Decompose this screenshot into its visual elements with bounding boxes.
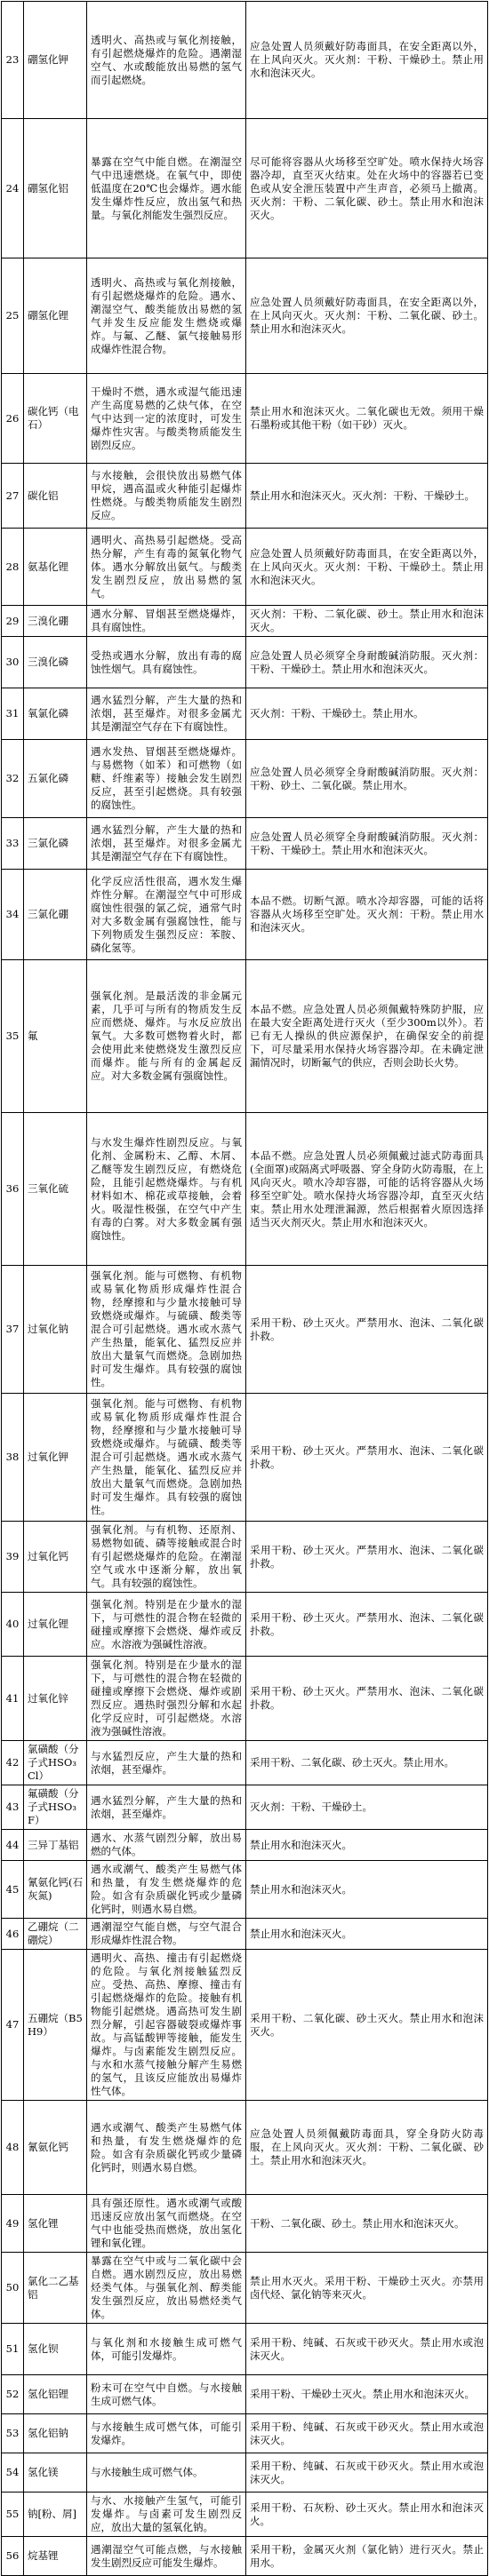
chemical-name: 氟 [24,960,87,1113]
table-row [2,1657,488,1741]
table-row [2,2537,488,2576]
firefighting-measure: 应急处置人员必须穿全身耐酸碱消防服。灭火剂：干粉、干燥砂土。禁止用水和泡沫灭火。 [246,637,488,688]
chemical-name: 硼氢化锂 [24,258,87,374]
row-number: 28 [2,529,24,606]
row-number: 25 [2,258,24,374]
table-row [2,606,488,637]
hazard-description: 粉末可在空气中自燃。与水接触生成可燃气体。 [87,2375,246,2414]
hazard-description: 遇明火、高热易引起燃烧。受高热分解，产生有毒的氮氧化物气体。遇水分解放出氨气。与酸类发生剧烈反应，放出易燃的氢气。 [87,529,246,606]
row-number: 44 [2,1830,24,1861]
hazard-description: 遇水猛烈分解，产生大量的热和浓烟，甚至爆炸。对很多金属尤其是潮湿空气存在下有腐蚀性。 [87,688,246,740]
chemical-name: 氢化铝钠 [24,2414,87,2453]
row-number: 55 [2,2493,24,2537]
chemical-name: 碳化铝 [24,464,87,529]
hazard-table-body [2,2,488,2576]
row-number: 45 [2,1861,24,1919]
row-number: 26 [2,374,24,464]
chemical-name: 过氧化钠 [24,1266,87,1394]
row-number: 24 [2,119,24,258]
table-row [2,529,488,606]
hazard-description: 与水发生爆炸性剧烈反应。与氧化剂、金属粉末、乙醇、木屑、乙醚等发生剧烈反应，有燃烧危险，且能引起燃烧爆炸。与有机材料如木、棉花或草接触，会着火。吸湿性极强，在空气中产生有毒的白雾。对大多数金属有强腐蚀性。 [87,1113,246,1266]
hazard-table [1,1,488,2576]
firefighting-measure: 采用干粉、砂土灭火。严禁用水、泡沫、二氧化碳扑救。 [246,1394,488,1522]
hazard-description: 强氧化剂。能与可燃物、有机物或易氧化物质形成爆炸性混合物，经摩擦和与少量水接触可导致燃烧或爆炸。与硫磺、酸类等混合可引起燃烧。遇水或水蒸气产生热量，能氧化、猛烈反应并放出大量氧气而燃烧。急剧加热时可发生爆炸。具有较强的腐蚀性。 [87,1394,246,1522]
firefighting-measure: 灭火剂：干粉、二氧化碳、砂土。禁止用水和泡沫灭火。 [246,606,488,637]
firefighting-measure: 采用干粉、纯碱、石灰或干砂灭火。禁止用水或泡沫灭火。 [246,2414,488,2453]
hazard-description: 与水猛烈反应，产生大量的热和浓烟，甚至爆炸。 [87,1741,246,1785]
row-number: 40 [2,1593,24,1657]
hazard-description: 强氧化剂。与有机物、还原剂、易燃物如硫、磷等接触或混合时有引起燃烧爆炸的危险。在潮湿空气或水中逐渐分解，放出氧气。具有较强的腐蚀性。 [87,1522,246,1593]
table-row [2,1394,488,1522]
chemical-name: 三溴化硼 [24,606,87,637]
firefighting-measure: 采用干粉、砂土灭火。严禁用水、泡沫、二氧化碳扑救。 [246,1593,488,1657]
table-row [2,2414,488,2453]
firefighting-measure: 采用干粉、砂土灭火。严禁用水、泡沫、二氧化碳扑救。 [246,1266,488,1394]
chemical-name: 氢化锂 [24,2195,87,2253]
firefighting-measure: 采用干粉、二氧化碳、砂土灭火。禁止用水。 [246,1741,488,1785]
table-row [2,637,488,688]
firefighting-measure: 采用干粉，金属灭火剂（氯化钠）进行灭火。禁止用水。 [246,2537,488,2576]
chemical-name: 氢化钡 [24,2324,87,2375]
chemical-name: 氯磺酸（分子式HSO₃Cl） [24,1741,87,1785]
hazard-description: 遇潮湿空气能自燃，与空气混合形成爆炸性混合物。 [87,1919,246,1950]
hazard-description: 化学反应活性很高，遇水发生爆炸性分解。在潮湿空气中可形成腐蚀性很强的氯乙烷，通常气时对大多数金属有强腐蚀性，能与下列物质发生强烈反应：苯胺、磷化氢等。 [87,870,246,960]
chemical-name: 硼氢化钾 [24,2,87,119]
chemical-name: 氨基化锂 [24,529,87,606]
firefighting-measure: 禁止用水和泡沫灭火。二氧化碳也无效。须用干燥石墨粉或其他干粉（如干砂）灭火。 [246,374,488,464]
hazard-description: 强氧化剂。特别是在少量水的湿下，与可燃性的混合物在轻微的碰撞或摩擦下会燃烧、爆炸或反应。水溶液为强碱性溶液。 [87,1593,246,1657]
hazard-description: 遇明火、高热、撞击有引起燃烧的危险。与氧化剂接触猛烈反应。受热、高热、摩擦、撞击有引起燃烧爆炸的危险。接触有机物能引起燃烧。遇高热可发生剧烈分解，引起容器破裂或爆炸事故。与高锰酸钾等接触，能发生爆炸。与卤素能发生剧烈反应。与水和水蒸气接触分解产生易燃的氢气，且该反应能放出易爆炸性气体。 [87,1950,246,2101]
hazard-description: 遇水分解、冒烟甚至燃烧爆炸，具有腐蚀性。 [87,606,246,637]
row-number: 36 [2,1113,24,1266]
chemical-name: 三溴化磷 [24,637,87,688]
firefighting-measure: 应急处置人员必须穿全身耐酸碱消防服。灭火剂：干粉、干燥砂土。禁止用水和泡沫灭火。 [246,818,488,870]
hazard-description: 具有强还原性。遇水或潮气或酸迅速反应放出氢气而燃烧。在空气中也能受热而燃烧，放出氢化锂和氧化锂。 [87,2195,246,2253]
table-row [2,2324,488,2375]
table-row [2,1950,488,2101]
firefighting-measure: 应急处置人员必须穿全身耐酸碱消防服。灭火剂：干粉、砂土、二氧化碳。禁止用水。 [246,740,488,818]
table-row [2,1919,488,1950]
chemical-name: 硼氢化铝 [24,119,87,258]
row-number: 56 [2,2537,24,2576]
table-row [2,2101,488,2195]
firefighting-measure: 采用干粉、石灰粉、砂土灭火。禁止用水和泡沫灭火。 [246,2493,488,2537]
firefighting-measure: 采用干粉、砂土灭火。严禁用水、泡沫、二氧化碳扑救。 [246,1522,488,1593]
hazard-description: 遇水发热、冒烟甚至燃烧爆炸。与易燃物（如苯）和可燃物（如糖、纤维素等）接触会发生剧烈反应，甚至引起燃烧。具有较强的腐蚀性。 [87,740,246,818]
firefighting-measure: 采用干粉、纯碱、石灰或干砂灭火。禁止用水或泡沫灭火。 [246,2453,488,2493]
hazard-description: 遇水、水蒸气剧烈分解，放出易燃的气体。 [87,1830,246,1861]
hazard-description: 与水接触，会很快放出易燃气体甲烷，遇高温或火种能引起爆炸性燃烧。与酸类物质能发生剧烈反应。 [87,464,246,529]
table-row [2,258,488,374]
row-number: 37 [2,1266,24,1394]
table-row [2,2493,488,2537]
table-row [2,1113,488,1266]
chemical-name: 过氧化锂 [24,1593,87,1657]
row-number: 35 [2,960,24,1113]
chemical-name: 钠[粉、屑] [24,2493,87,2537]
row-number: 51 [2,2324,24,2375]
row-number: 31 [2,688,24,740]
row-number: 34 [2,870,24,960]
hazard-description: 暴露在空气中能自燃。在潮湿空气中迅速燃烧。在氧气中，即使低温度在20℃也会爆炸。遇水能发生爆炸性反应，放出氢气和热量。与氧化剂能发生强烈反应。 [87,119,246,258]
row-number: 33 [2,818,24,870]
table-row [2,740,488,818]
chemical-name: 氰氨化钙(石灰氮) [24,1861,87,1919]
firefighting-measure: 禁止用水和泡沫灭火。 [246,1919,488,1950]
row-number: 39 [2,1522,24,1593]
hazard-description: 暴露在空气中或与二氧化碳中会自燃。遇水剧烈反应，放出易燃烃类气体。与强氧化剂、醇类能发生强烈反应，放出易燃烃类气体。 [87,2253,246,2324]
firefighting-measure: 采用干粉、纯碱、石灰或干砂灭火。禁止用水或泡沫灭火。 [246,2324,488,2375]
hazard-description: 与水接触生成可燃气体，可能引发爆炸。 [87,2414,246,2453]
firefighting-measure: 应急处置人员须戴好防毒面具，在安全距离以外，在上风向灭火。灭火剂：干粉、干燥砂土。禁止用水和泡沫灭火。 [246,529,488,606]
hazard-description: 透明火、高热或与氧化剂接触，有引起燃烧爆炸的危险。遇潮湿空气、水或酸能放出易燃的氢气而引起燃烧。 [87,2,246,119]
table-row [2,374,488,464]
firefighting-measure: 禁止用水和泡沫灭火。灭火剂：干粉、干燥砂土。 [246,464,488,529]
table-row [2,818,488,870]
table-row [2,1785,488,1830]
chemical-name: 氯化二乙基铝 [24,2253,87,2324]
hazard-description: 透明火、高热或与氧化剂接触，有引起燃烧爆炸的危险。遇水、潮湿空气、酸类能放出易燃的氢气并发生反应能发生燃烧或爆炸。与氟、乙醚、氯气接触易形成爆炸性混合物。 [87,258,246,374]
chemical-name: 三异丁基铝 [24,1830,87,1861]
hazard-description: 强氧化剂。能与可燃物、有机物或易氧化物质形成爆炸性混合物，经摩擦和与少量水接触可导致燃烧或爆炸。与硫磺、酸类等混合可引起燃烧。遇水或水蒸气产生热量，能氧化、猛烈反应并放出大量氧气而燃烧。急剧加热时可发生爆炸。具有较强的腐蚀性。 [87,1266,246,1394]
hazard-description: 遇水或潮气、酸类产生易燃气体和热量，有发生燃烧爆炸的危险。如含有杂质碳化钙或少量磷化钙时，则遇水易自燃。 [87,2101,246,2195]
table-row [2,2375,488,2414]
chemical-name: 过氧化钾 [24,1394,87,1522]
firefighting-measure: 禁止用水和泡沫灭火。 [246,1830,488,1861]
chemical-name: 三氧化硫 [24,1113,87,1266]
chemical-name: 五氯化磷 [24,740,87,818]
hazard-description: 受热或遇水分解，放出有毒的腐蚀性烟气。具有腐蚀性。 [87,637,246,688]
row-number: 52 [2,2375,24,2414]
row-number: 49 [2,2195,24,2253]
chemical-name: 氰氨化钙 [24,2101,87,2195]
hazard-description: 与水接触生成可燃气体。 [87,2453,246,2493]
firefighting-measure: 应急处置人员须戴好防毒面具，在安全距离以外，在上风向灭火。灭火剂：干粉、二氧化碳、砂土。禁止用水和泡沫灭火。 [246,258,488,374]
firefighting-measure: 本品不燃。切断气源。喷水冷却容器，可能的话将容器从火场移至空旷处。灭火剂：干粉。禁止用水和泡沫灭火。 [246,870,488,960]
hazard-description: 遇水猛烈分解，产生大量的热和浓烟，甚至爆炸。对很多金属尤其是潮湿空气存在下有腐蚀性。 [87,818,246,870]
row-number: 47 [2,1950,24,2101]
table-row [2,1741,488,1785]
row-number: 43 [2,1785,24,1830]
firefighting-measure: 尽可能将容器从火场移至空旷处。喷水保持火场容器冷却，直至灭火结束。处在火场中的容器若已变色或从安全泄压装置中产生声音，必须马上撤离。灭火剂：干粉、二氧化碳、砂土。禁止用水和泡沫灭火。 [246,119,488,258]
table-row [2,2195,488,2253]
hazard-description: 遇潮湿空气可能点燃，与水接触发生剧烈反应可能发生爆炸。 [87,2537,246,2576]
row-number: 30 [2,637,24,688]
table-row [2,2253,488,2324]
firefighting-measure: 灭火剂：干粉、干燥砂土。 [246,1785,488,1830]
firefighting-measure: 采用干粉、砂土灭火。严禁用水、泡沫、二氧化碳扑救。 [246,1657,488,1741]
table-row [2,2,488,119]
row-number: 23 [2,2,24,119]
hazard-description: 与氧化剂和水接触生成可燃气体，可能引发爆炸。 [87,2324,246,2375]
firefighting-measure: 禁止用水灭火。采用干粉、干燥砂土灭火。亦禁用卤代烃、氯化钠等来灭火。 [246,2253,488,2324]
row-number: 48 [2,2101,24,2195]
table-row [2,1522,488,1593]
firefighting-measure: 灭火剂：干粉、干燥砂土。禁止用水。 [246,688,488,740]
firefighting-measure: 采用干粉、二氧化碳、砂土灭火。禁止用水和泡沫灭火。 [246,1950,488,2101]
row-number: 41 [2,1657,24,1741]
hazard-description: 强氧化剂。特别是在少量水的湿下，与可燃性的混合物在轻微的碰撞或摩擦下会燃烧、爆炸或剧烈反应。遇热时强烈分解和水起化学反应时，可引起燃烧。水溶液为强碱性溶液。 [87,1657,246,1741]
row-number: 54 [2,2453,24,2493]
table-row [2,870,488,960]
chemical-name: 三氯化硼 [24,870,87,960]
table-row [2,1861,488,1919]
chemical-name: 乙硼烷（二硼烷） [24,1919,87,1950]
chemical-name: 氢化铝锂 [24,2375,87,2414]
chemical-name: 过氧化钙 [24,1522,87,1593]
chemical-name: 过氧化锌 [24,1657,87,1741]
row-number: 38 [2,1394,24,1522]
row-number: 27 [2,464,24,529]
hazard-description: 强氧化剂。是最活泼的非金属元素，几乎可与所有的物质发生反应而燃烧、爆炸。与水反应放出氧气。大多数可燃物着火时，都会使用此来使燃烧发生激烈反应而爆炸。能与所有的金属起反应。对大多数金属有强腐蚀性。 [87,960,246,1113]
chemical-name: 五硼烷（B5H9） [24,1950,87,2101]
firefighting-measure: 本品不燃。应急处置人员必须佩戴特殊防护服，应在最大安全距离处进行灭火（至少300m以外）。若已有无人操纵的供应源保护，在确保安全的前提下，可尽量采用水保持火场容器冷却。在未确定泄漏情况时，切断氟气的供应，否则会助长火势。 [246,960,488,1113]
hazard-description: 遇水猛烈分解，产生大量的热和浓烟，甚至爆炸。 [87,1785,246,1830]
hazard-description: 干燥时不燃，遇水或湿气能迅速产生高度易燃的乙炔气体，在空气中达到一定的浓度时，可发生爆炸性灾害。与酸类物质能发生剧烈反应。 [87,374,246,464]
hazard-description: 与水、水接触产生氢气，可能引发爆炸。与卤素可发生剧烈反应，放出大量的氢氧化钠。 [87,2493,246,2537]
table-row [2,688,488,740]
firefighting-measure: 干粉、二氧化碳、砂土。禁止用水和泡沫灭火。 [246,2195,488,2253]
chemical-name: 碳化钙（电石） [24,374,87,464]
table-row [2,464,488,529]
table-row [2,960,488,1113]
row-number: 42 [2,1741,24,1785]
table-row [2,119,488,258]
table-row [2,2453,488,2493]
row-number: 53 [2,2414,24,2453]
row-number: 46 [2,1919,24,1950]
table-row [2,1266,488,1394]
row-number: 32 [2,740,24,818]
firefighting-measure: 应急处置人员须戴好防毒面具，在安全距离以外，在上风向灭火。灭火剂：干粉、干燥砂土。禁止用水和泡沫灭火。 [246,2,488,119]
chemical-name: 氢化镁 [24,2453,87,2493]
table-row [2,1830,488,1861]
chemical-name: 三氯化磷 [24,818,87,870]
chemical-name: 氧氯化磷 [24,688,87,740]
row-number: 50 [2,2253,24,2324]
firefighting-measure: 采用干粉、干燥砂土灭火。禁止用水和泡沫灭火。 [246,2375,488,2414]
hazard-description: 遇水或潮气、酸类产生易燃气体和热量，有发生燃烧爆炸的危险。如含有杂质碳化钙或少量磷化钙时，则遇水易自燃。 [87,1861,246,1919]
firefighting-measure: 应急处置人员须佩戴防毒面具，穿全身防火防毒服，在上风向灭火。灭火剂：干粉、二氧化碳、砂土。禁止用水和泡沫灭火。 [246,2101,488,2195]
firefighting-measure: 禁止用水和泡沫灭火。 [246,1861,488,1919]
firefighting-measure: 本品不燃。应急处置人员必须佩戴过滤式防毒面具(全面罩)或隔离式呼吸器、穿全身防火防毒服，在上风向灭火。喷水冷却容器，可能的话将容器从火场移至空旷处。喷水保持火场容器冷却，直至灭火结束。禁止用水处理泄漏源，然后根据着火原因选择适当灭火剂灭火。禁止用水和泡沫灭火。 [246,1113,488,1266]
row-number: 29 [2,606,24,637]
chemical-name: 烷基锂 [24,2537,87,2576]
table-row [2,1593,488,1657]
chemical-name: 氟磺酸（分子式HSO₃F） [24,1785,87,1830]
